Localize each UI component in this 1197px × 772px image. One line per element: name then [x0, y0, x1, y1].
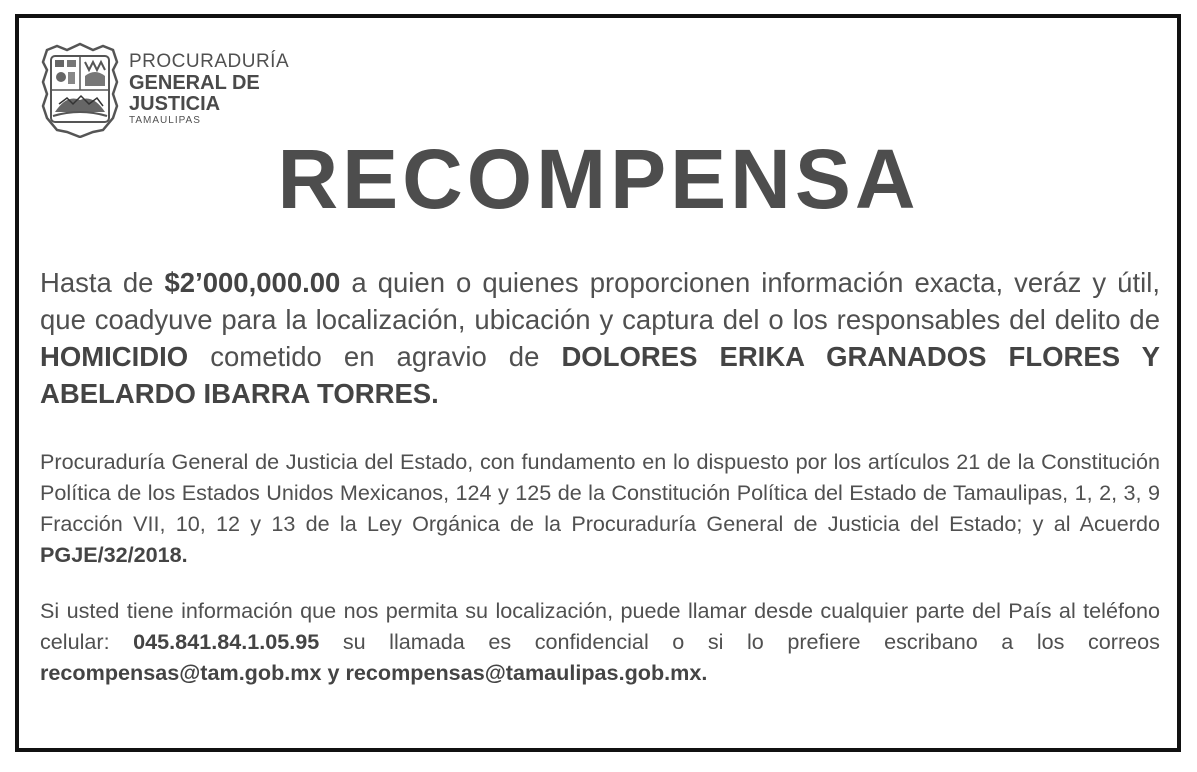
- contact-emails: recompensas@tam.gob.mx y recompensas@tamaulipas.gob.mx.: [40, 660, 708, 685]
- logo-text-general-de: GENERAL DE: [129, 72, 260, 94]
- reward-amount: $2’000,000.00: [164, 267, 341, 298]
- contact-text-1: Si usted tiene información que nos permita su localización, puede llamar desde cualquier parte del País al teléfono celular:: [40, 598, 1160, 654]
- logo-text-tamaulipas: TAMAULIPAS: [129, 115, 201, 126]
- logo-text-justicia: JUSTICIA: [129, 93, 221, 115]
- reward-announcement: [40, 264, 1160, 412]
- crime-name: HOMICIDIO: [40, 341, 189, 372]
- contact-text-2: su llamada es confidencial o si lo prefiere escribano a los correos: [319, 629, 1160, 654]
- legal-basis-paragraph: [40, 446, 1160, 570]
- victim-names: DOLORES ERIKA GRANADOS FLORES Y ABELARDO IBARRA TORRES.: [40, 341, 1160, 409]
- phone-number: 045.841.84.1.05.95: [133, 629, 320, 654]
- lead-text-1: Hasta de: [40, 267, 165, 298]
- pgj-logo: [37, 42, 317, 138]
- lead-text-3: cometido en agravio de: [188, 341, 562, 372]
- coat-of-arms-icon: [37, 42, 123, 138]
- lead-text-2: a quien o quienes proporcionen información exacta, veráz y útil, que coadyuve para la localización, ubicación y captura del o los responsables del delito de: [40, 267, 1160, 335]
- reward-title: RECOMPENSA: [277, 132, 920, 226]
- logo-text-procuraduria: PROCURADURÍA: [129, 51, 290, 72]
- contact-paragraph: [40, 595, 1160, 688]
- legal-text: Procuraduría General de Justicia del Estado, con fundamento en lo dispuesto por los artículos 21 de la Constitución Política de los Estados Unidos Mexicanos, 124 y 125 de la Constitución Política del Estado de Tamaulipas, 1, 2, 3, 9 Fracción VII, 10, 12 y 13 de la Ley Orgánica de la Procuraduría General de Justicia del Estado; y al Acuerdo: [40, 449, 1160, 536]
- agreement-number: PGJE/32/2018.: [40, 542, 188, 567]
